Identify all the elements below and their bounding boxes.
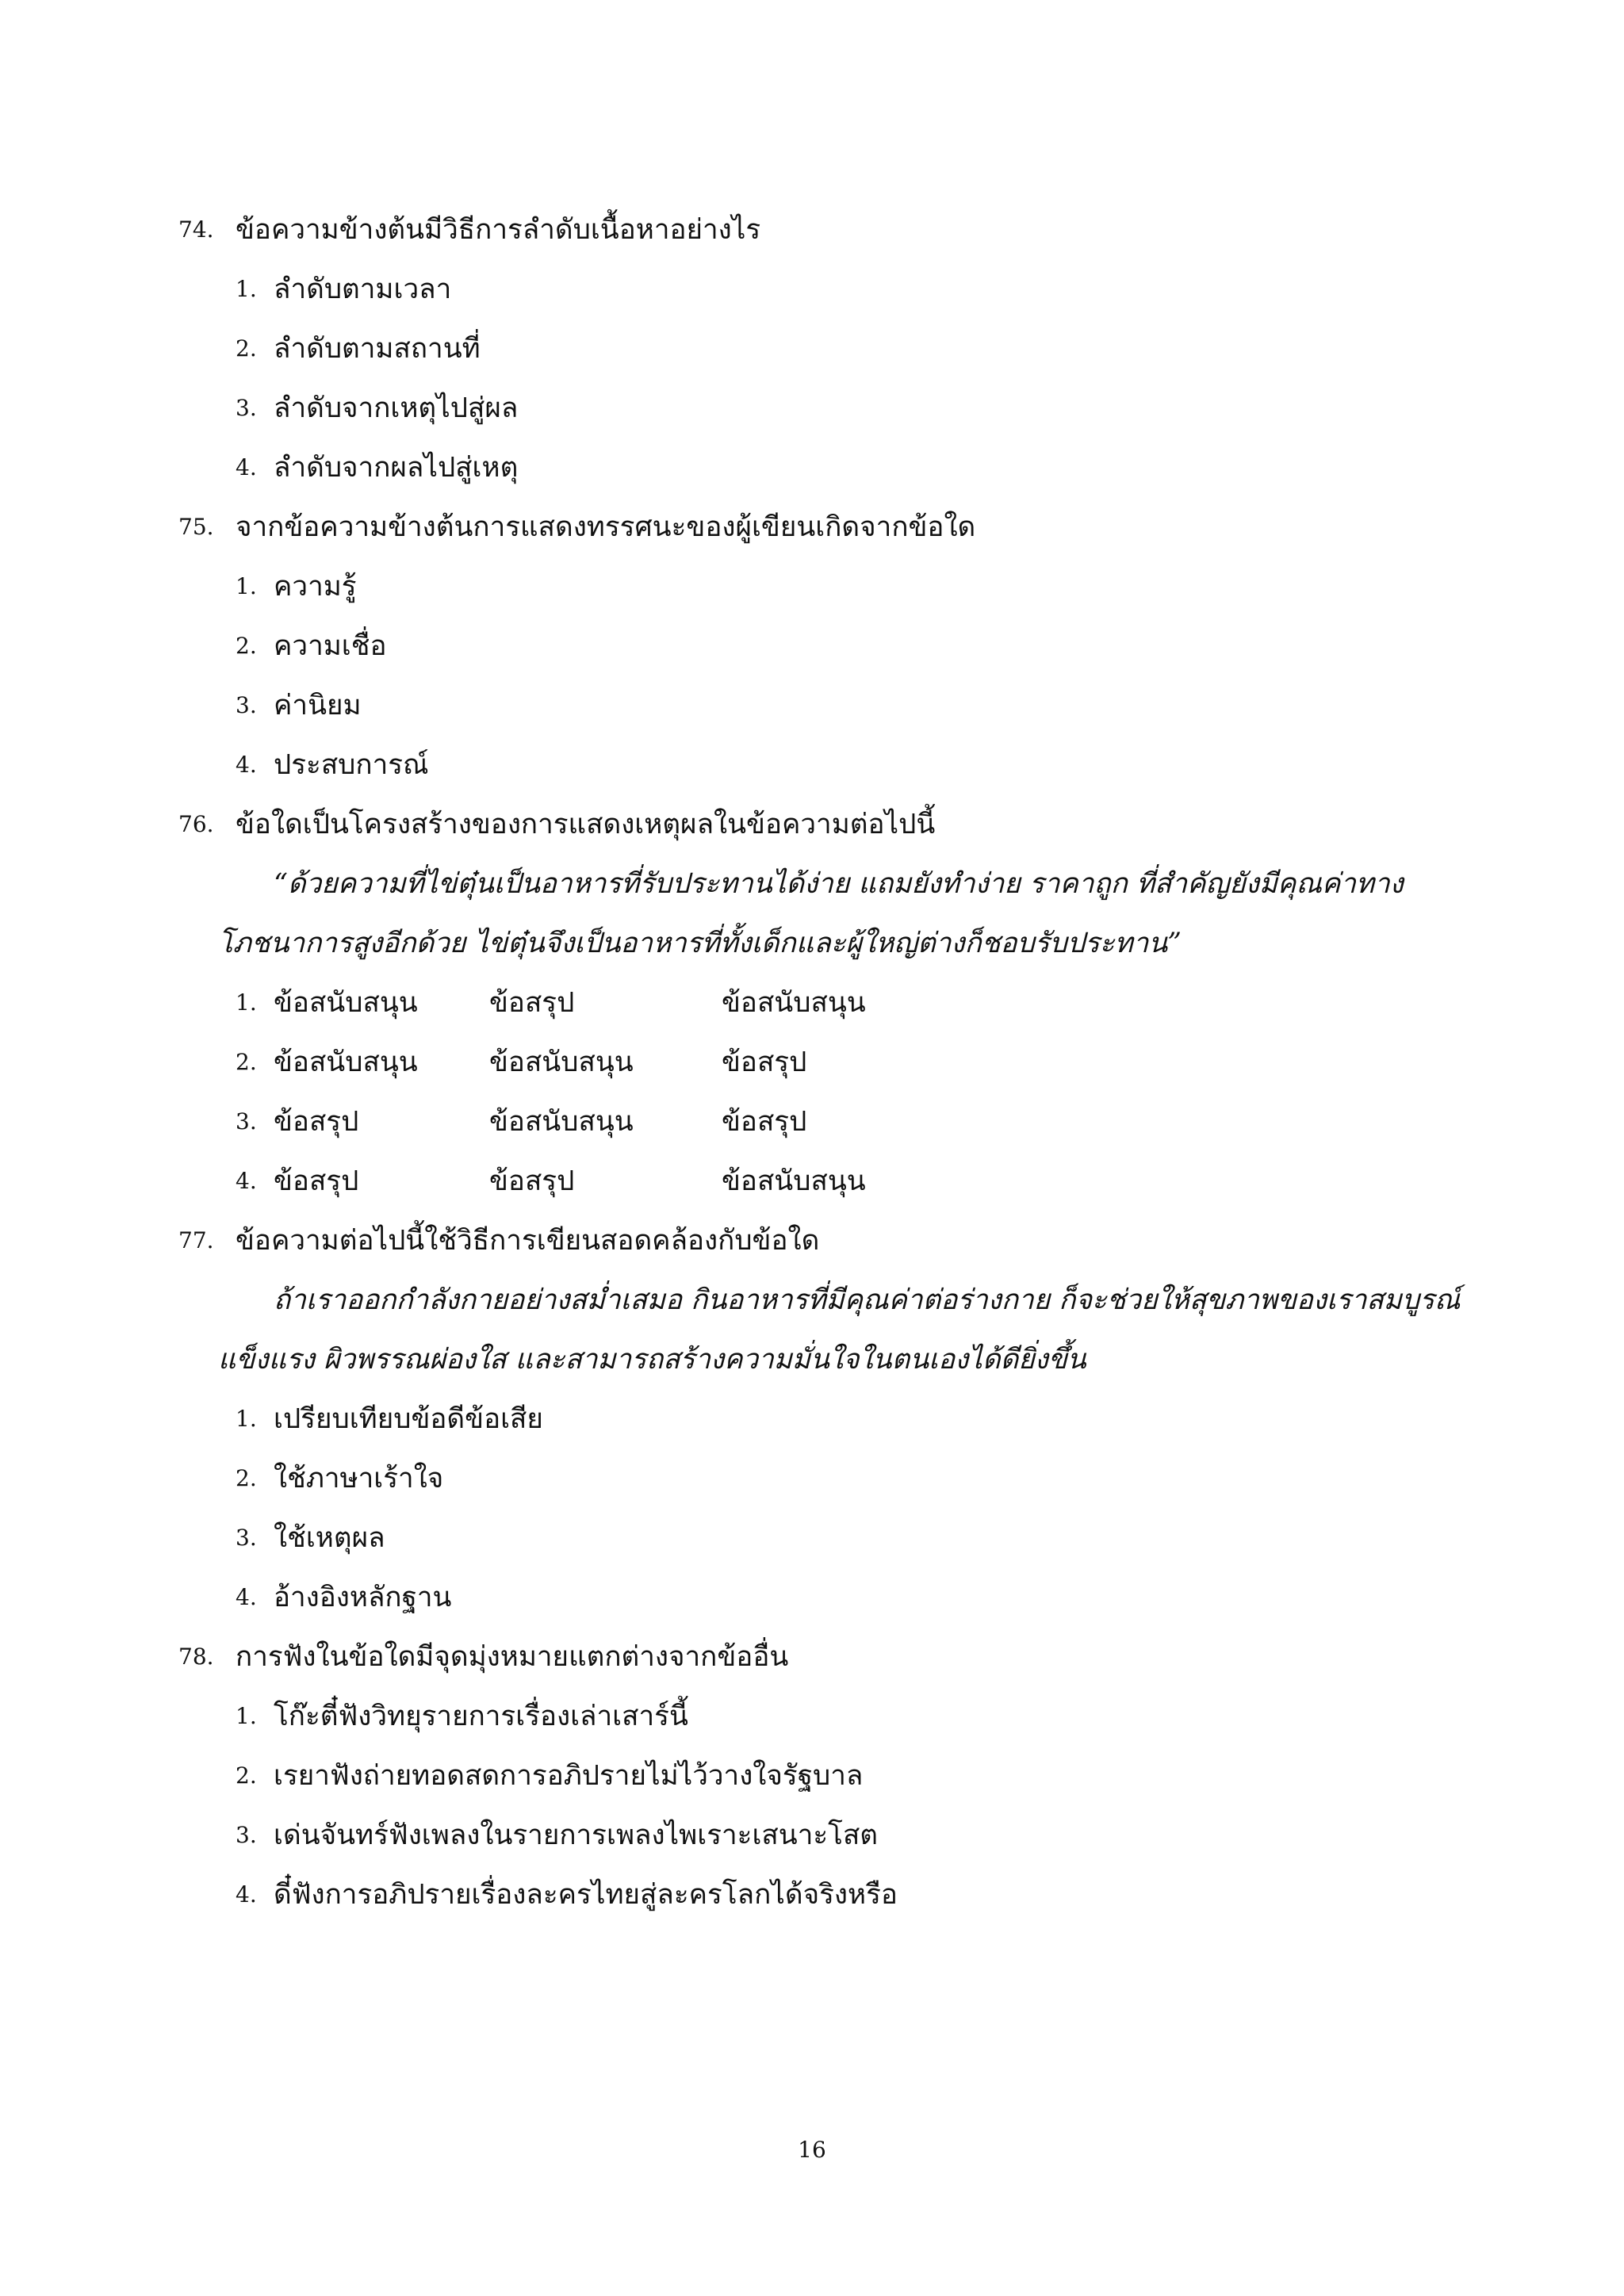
question-number: 74. (178, 216, 214, 243)
option-text: ใช้เหตุผล (274, 1522, 385, 1554)
option-number: 1. (236, 989, 257, 1016)
question-number: 76. (178, 811, 214, 837)
option-text: ลำดับจากเหตุไปสู่ผล (274, 392, 519, 424)
option-text: เด่นจันทร์ฟังเพลงในรายการเพลงไพเราะเสนาะโสต (274, 1820, 879, 1851)
option-number: 4. (236, 752, 257, 778)
option-text: เรยาฟังถ่ายทอดสดการอภิปรายไม่ไว้วางใจรัฐบาล (274, 1760, 864, 1792)
option-col-1: ข้อสรุป (274, 1165, 359, 1197)
option-number: 3. (236, 1108, 257, 1135)
option-col-1: ข้อสนับสนุน (274, 1047, 418, 1078)
option-number: 2. (236, 633, 257, 659)
option-number: 2. (236, 335, 257, 362)
question-text: จากข้อความข้างต้นการแสดงทรรศนะของผู้เขียนเกิดจากข้อใด (236, 511, 976, 543)
option-col-3: ข้อสรุป (722, 1047, 807, 1078)
option-text: เปรียบเทียบข้อดีข้อเสีย (274, 1403, 543, 1435)
quote-text: ถ้าเราออกกำลังกายอย่างสม่ำเสมอ กินอาหารที่มีคุณค่าต่อร่างกาย ก็จะช่วยให้สุขภาพของเราสมบูรณ์ (274, 1284, 1461, 1316)
quote-text: แข็งแรง ผิวพรรณผ่องใส และสามารถสร้างความมั่นใจในตนเองได้ดียิ่งขึ้น (218, 1344, 1086, 1376)
option-number: 3. (236, 395, 257, 421)
option-col-1: ข้อสรุป (274, 1106, 359, 1138)
option-number: 2. (236, 1049, 257, 1075)
quote-text: โภชนาการสูงอีกด้วย ไข่ตุ๋นจึงเป็นอาหารที่ทั้งเด็กและผู้ใหญ่ต่างก็ชอบรับประทาน” (218, 928, 1182, 959)
option-number: 2. (236, 1762, 257, 1789)
option-text: ลำดับจากผลไปสู่เหตุ (274, 452, 519, 484)
page-number: 16 (798, 2137, 826, 2163)
option-text: ประสบการณ์ (274, 749, 429, 781)
option-col-1: ข้อสนับสนุน (274, 987, 418, 1019)
option-text: ความรู้ (274, 571, 357, 603)
question-number: 77. (178, 1227, 214, 1253)
option-number: 4. (236, 1881, 257, 1908)
question-text: ข้อใดเป็นโครงสร้างของการแสดงเหตุผลในข้อความต่อไปนี้ (236, 809, 936, 840)
option-number: 4. (236, 1168, 257, 1194)
option-col-3: ข้อสรุป (722, 1106, 807, 1138)
question-text: ข้อความต่อไปนี้ใช้วิธีการเขียนสอดคล้องกับข้อใด (236, 1225, 820, 1257)
option-number: 1. (236, 1703, 257, 1729)
option-number: 3. (236, 1525, 257, 1551)
question-text: ข้อความข้างต้นมีวิธีการลำดับเนื้อหาอย่างไร (236, 214, 761, 246)
option-number: 1. (236, 1406, 257, 1432)
option-col-2: ข้อสรุป (489, 1165, 575, 1197)
option-text: ค่านิยม (274, 690, 362, 721)
option-text: ใช้ภาษาเร้าใจ (274, 1463, 444, 1494)
quote-text: “ด้วยความที่ไข่ตุ๋นเป็นอาหารที่รับประทานได้ง่าย แถมยังทำง่าย ราคาถูก ที่สำคัญยังมีคุณค่าทาง (274, 868, 1404, 900)
option-number: 4. (236, 1584, 257, 1610)
option-text: อ้างอิงหลักฐาน (274, 1582, 452, 1613)
option-text: ลำดับตามเวลา (274, 274, 452, 305)
option-number: 2. (236, 1465, 257, 1491)
option-number: 1. (236, 276, 257, 302)
option-number: 3. (236, 692, 257, 718)
option-col-3: ข้อสนับสนุน (722, 987, 866, 1019)
option-text: ลำดับตามสถานที่ (274, 333, 481, 365)
option-text: ดี๋ฟังการอภิปรายเรื่องละครไทยสู่ละครโลกได้จริงหรือ (274, 1879, 898, 1911)
option-text: ความเชื่อ (274, 630, 387, 662)
question-text: การฟังในข้อใดมีจุดมุ่งหมายแตกต่างจากข้ออื่น (236, 1641, 789, 1673)
option-text: โก๊ะตี๋ฟังวิทยุรายการเรื่องเล่าเสาร์นี้ (274, 1701, 688, 1732)
option-number: 3. (236, 1822, 257, 1848)
question-number: 75. (178, 514, 214, 540)
option-number: 4. (236, 454, 257, 480)
option-col-2: ข้อสนับสนุน (489, 1106, 634, 1138)
option-col-3: ข้อสนับสนุน (722, 1165, 866, 1197)
option-number: 1. (236, 573, 257, 599)
option-col-2: ข้อสนับสนุน (489, 1047, 634, 1078)
question-number: 78. (178, 1644, 214, 1670)
option-col-2: ข้อสรุป (489, 987, 575, 1019)
